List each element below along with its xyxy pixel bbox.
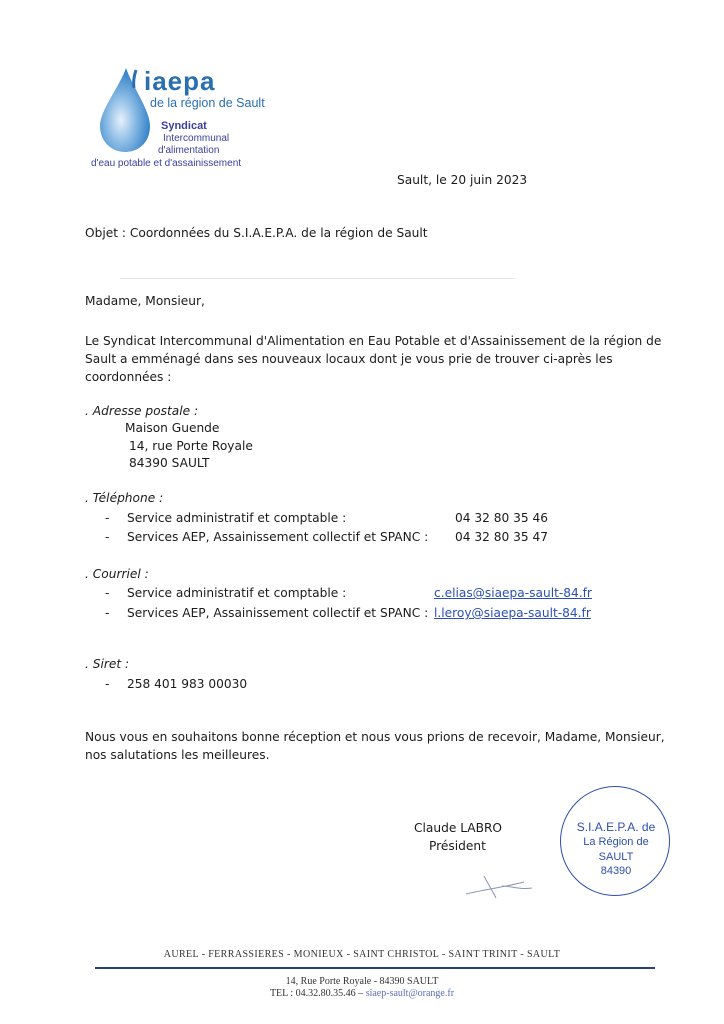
address-heading: . Adresse postale : bbox=[85, 404, 199, 418]
brand-subtitle-1: Syndicat bbox=[161, 120, 207, 132]
email-row-1-dash: - bbox=[105, 586, 110, 600]
closing-line-2: nos salutations les meilleures. bbox=[85, 748, 270, 762]
footer-communes: AUREL - FERRASSIERES - MONIEUX - SAINT CHRISTOL - SAINT TRINIT - SAULT bbox=[163, 949, 561, 960]
phone-heading: . Téléphone : bbox=[85, 491, 164, 505]
signatory-name: Claude LABRO bbox=[414, 821, 503, 835]
handwritten-signature bbox=[462, 868, 542, 902]
subject-line: Objet : Coordonnées du S.I.A.E.P.A. de la région de Sault bbox=[85, 226, 428, 240]
siret-value: 258 401 983 00030 bbox=[127, 677, 248, 691]
email-row-2-dash: - bbox=[105, 606, 110, 620]
address-line-1: Maison Guende bbox=[125, 421, 220, 435]
footer-contact bbox=[0, 988, 724, 999]
signatory-role: Président bbox=[429, 839, 486, 853]
brand-subtitle-2: Intercommunal bbox=[163, 133, 230, 144]
address-line-3: 84390 SAULT bbox=[129, 456, 210, 470]
siret-heading: . Siret : bbox=[85, 657, 130, 671]
stamp-line-2: La Région de bbox=[583, 836, 649, 848]
email-link-admin[interactable]: c.elias@siaepa-sault-84.fr bbox=[434, 586, 592, 600]
address-line-2: 14, rue Porte Royale bbox=[129, 439, 253, 453]
phone-row-1-dash: - bbox=[105, 511, 110, 525]
salutation: Madame, Monsieur, bbox=[85, 294, 205, 308]
phone-row-1-label: Service administratif et comptable : bbox=[127, 511, 347, 525]
stamp-line-1: S.I.A.E.P.A. de bbox=[576, 820, 656, 834]
intro-line-1: Le Syndicat Intercommunal d'Alimentation en Eau Potable et d'Assainissement de la région de bbox=[85, 334, 662, 348]
phone-row-2-label: Services AEP, Assainissement collectif et SPANC : bbox=[127, 530, 429, 544]
siret-dash: - bbox=[105, 677, 110, 691]
email-row-2-label: Services AEP, Assainissement collectif et SPANC : bbox=[127, 606, 429, 620]
brand-region: de la région de Sault bbox=[150, 96, 265, 110]
stamp-line-4: 84390 bbox=[600, 865, 632, 877]
date-line: Sault, le 20 juin 2023 bbox=[397, 173, 528, 187]
stamp-line-3: SAULT bbox=[598, 851, 634, 863]
phone-row-1-value: 04 32 80 35 46 bbox=[455, 511, 549, 525]
footer-address: 14, Rue Porte Royale - 84390 SAULT bbox=[285, 976, 439, 987]
phone-row-2-value: 04 32 80 35 47 bbox=[455, 530, 549, 544]
email-row-1-label: Service administratif et comptable : bbox=[127, 586, 347, 600]
intro-line-2: Sault a emménagé dans ses nouveaux locaux dont je vous prie de trouver ci-après les bbox=[85, 352, 613, 366]
letterhead-logo bbox=[88, 62, 273, 172]
divider bbox=[120, 278, 515, 279]
intro-line-3: coordonnées : bbox=[85, 370, 172, 384]
closing-line-1: Nous vous en souhaitons bonne réception et nous vous prions de recevoir, Madame, Monsieur, bbox=[85, 730, 665, 744]
footer-rule bbox=[95, 967, 655, 969]
footer-email-link[interactable]: siaep-sault@orange.fr bbox=[365, 988, 455, 999]
footer-tel: TEL : 04.32.80.35.46 – bbox=[269, 988, 364, 999]
brand-subtitle-4: d'eau potable et d'assainissement bbox=[91, 158, 242, 169]
email-link-services[interactable]: l.leroy@siaepa-sault-84.fr bbox=[434, 606, 591, 620]
phone-row-2-dash: - bbox=[105, 530, 110, 544]
brand-name: iaepa bbox=[144, 66, 216, 96]
email-heading: . Courriel : bbox=[85, 567, 149, 581]
brand-subtitle-3: d'alimentation bbox=[158, 145, 220, 156]
